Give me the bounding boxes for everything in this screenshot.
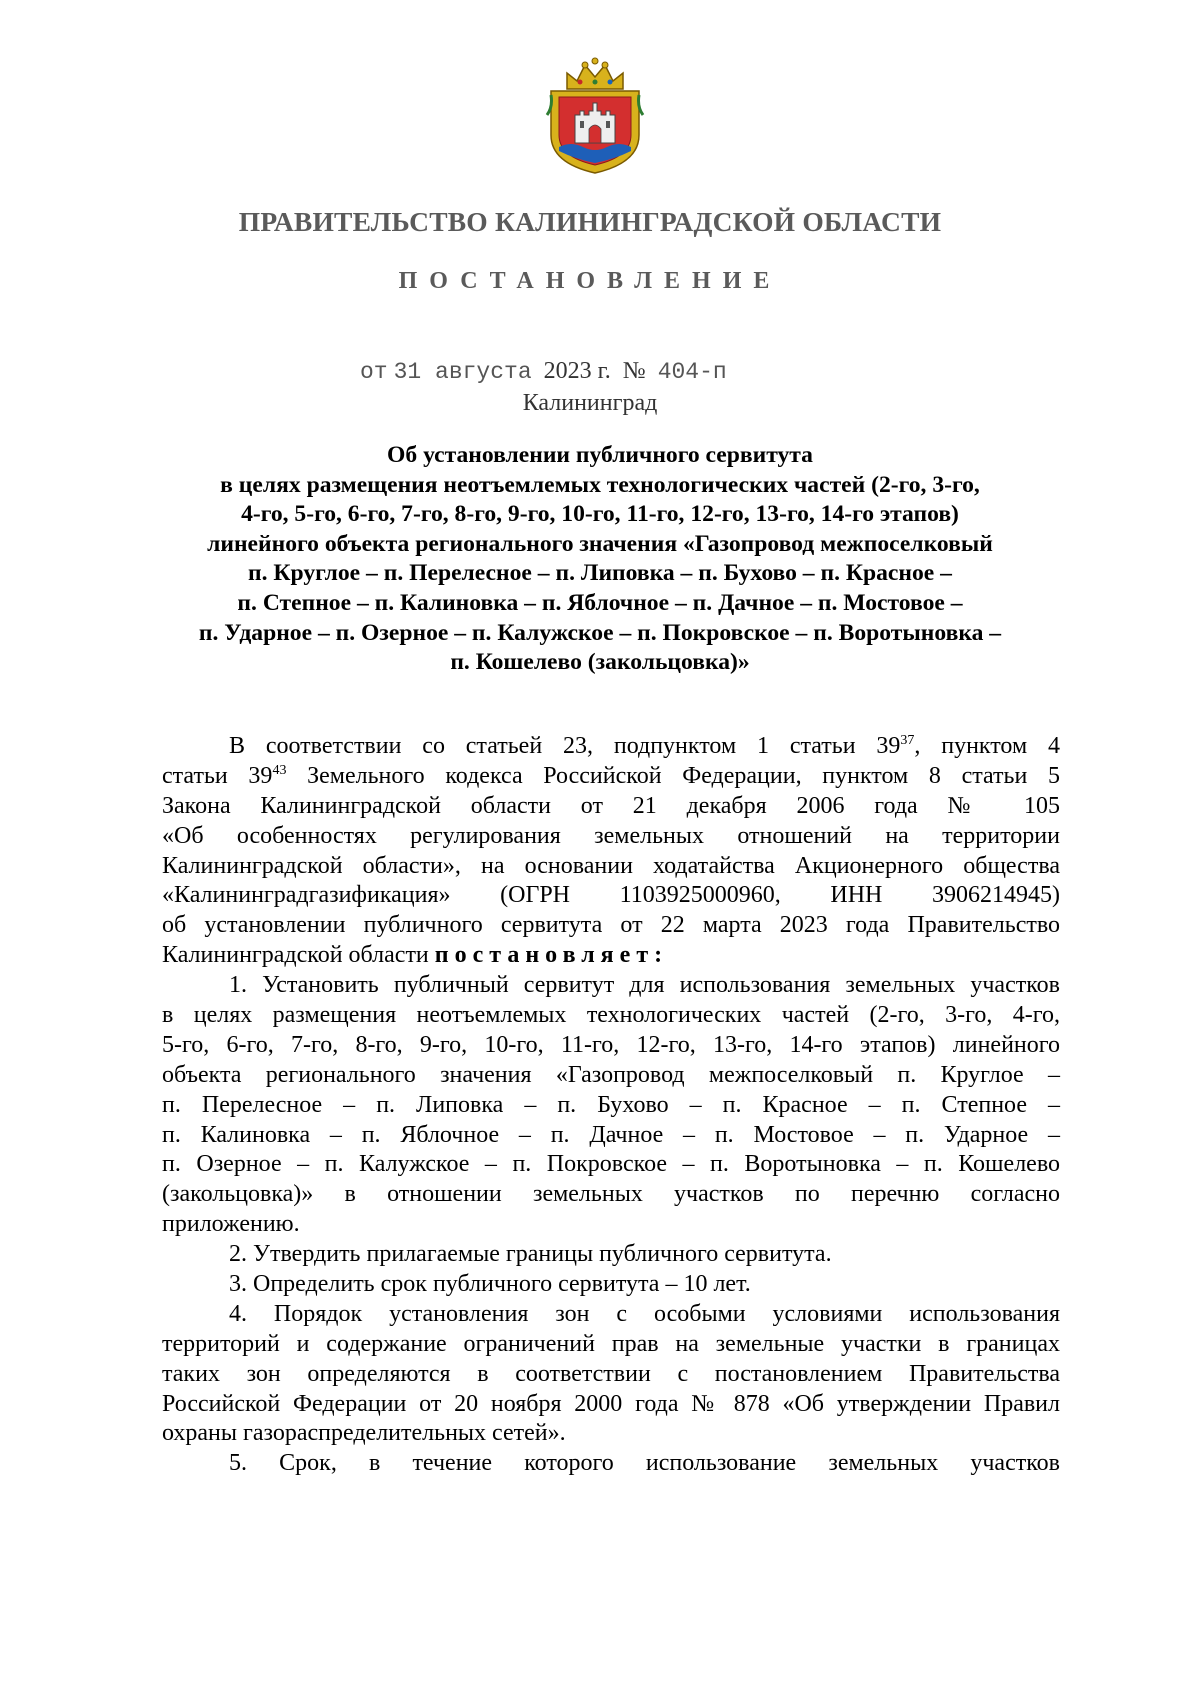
- government-title: ПРАВИТЕЛЬСТВО КАЛИНИНГРАДСКОЙ ОБЛАСТИ: [238, 206, 942, 237]
- date-prefix: от: [360, 359, 388, 385]
- body-line: п. Перелесное – п. Липовка – п. Бухово – п. Красное – п. Степное –: [162, 1091, 1060, 1118]
- subject-line: п. Ударное – п. Озерное – п. Калужское – п. Покровское – п. Воротыновка –: [198, 619, 1002, 646]
- subject-line: п. Кошелево (закольцовка)»: [450, 649, 750, 676]
- subject-line: в целях размещения неотъемлемых технологических частей (2-го, 3-го,: [220, 471, 980, 498]
- body-line: «Об особенностях регулирования земельных отношений на территории: [162, 822, 1060, 849]
- body-line: объекта регионального значения «Газопровод межпоселковый п. Круглое –: [162, 1061, 1060, 1088]
- resolves-word: постановляет:: [434, 942, 669, 969]
- subject-line: п. Круглое – п. Перелесное – п. Липовка – п. Бухово – п. Красное –: [248, 560, 952, 587]
- document-body: [162, 732, 1060, 1479]
- body-line: об установлении публичного сервитута от 22 марта 2023 года Правительство: [162, 912, 1060, 939]
- subject-line: 4-го, 5-го, 6-го, 7-го, 8-го, 9-го, 10-го, 11-го, 12-го, 13-го, 14-го этапов): [241, 501, 959, 528]
- body-line: Закона Калининградской области от 21 декабря 2006 года № 105: [162, 792, 1060, 819]
- body-line: статьи $39^{43}$ Земельного кодекса Российской Федерации, пунктом 8 статьи 5: [162, 762, 1060, 789]
- number-sign: №: [622, 358, 646, 384]
- subject-line: Об установлении публичного сервитута: [387, 442, 813, 468]
- body-line: Калининградской области», на основании ходатайства Акционерного общества: [162, 852, 1060, 879]
- body-line: п. Озерное – п. Калужское – п. Покровское – п. Воротыновка – п. Кошелево: [162, 1151, 1060, 1178]
- document-type: ПОСТАНОВЛЕНИЕ: [398, 268, 782, 294]
- document-city: Калининград: [522, 390, 658, 416]
- document-subject: [150, 441, 1050, 678]
- document-number: 404-п: [657, 359, 727, 385]
- body-line: территорий и содержание ограничений прав на земельные участки в границах: [162, 1330, 1060, 1357]
- body-line: «Калининградгазификация» (ОГРН 1103925000960, ИНН 3906214945): [162, 882, 1060, 909]
- subject-line: п. Степное – п. Калиновка – п. Яблочное – п. Дачное – п. Мостовое –: [237, 589, 963, 616]
- clause-3: 3. Определить срок публичного сервитута – 10 лет.: [229, 1271, 751, 1298]
- body-line: (закольцовка)» в отношении земельных участков по перечню согласно: [162, 1181, 1060, 1208]
- clause-1: 1. Установить публичный сервитут для использования земельных участков: [229, 972, 1060, 999]
- body-line: в целях размещения неотъемлемых технологических частей (2-го, 3-го, 4-го,: [162, 1002, 1060, 1029]
- clause-2: 2. Утвердить прилагаемые границы публичного сервитута.: [229, 1241, 832, 1268]
- date-number-line: [360, 358, 727, 385]
- body-line: охраны газораспределительных сетей».: [162, 1420, 566, 1447]
- body-line: приложению.: [162, 1211, 300, 1238]
- subject-line: линейного объекта регионального значения «Газопровод межпоселковый: [207, 530, 993, 557]
- body-line: 5-го, 6-го, 7-го, 8-го, 9-го, 10-го, 11-го, 12-го, 13-го, 14-го этапов) линейного: [162, 1031, 1060, 1058]
- body-line: Калининградской области постановляет:: [162, 942, 669, 969]
- clause-4: 4. Порядок установления зон с особыми условиями использования: [229, 1300, 1060, 1327]
- body-line: Российской Федерации от 20 ноября 2000 года № 878 «Об утверждении Правил: [162, 1390, 1060, 1417]
- body-line: п. Калиновка – п. Яблочное – п. Дачное – п. Мостовое – п. Ударное –: [162, 1121, 1060, 1148]
- body-line: В соответствии со статьей 23, подпунктом 1 статьи $39^{37}$, пунктом 4: [229, 733, 1060, 759]
- document-year: 2023 г.: [543, 358, 611, 384]
- body-line: таких зон определяются в соответствии с постановлением Правительства: [162, 1360, 1060, 1387]
- coat-of-arms-emblem: [545, 55, 645, 175]
- document-date: 31 августа: [393, 359, 532, 385]
- clause-5: 5. Срок, в течение которого использование земельных участков: [229, 1450, 1060, 1477]
